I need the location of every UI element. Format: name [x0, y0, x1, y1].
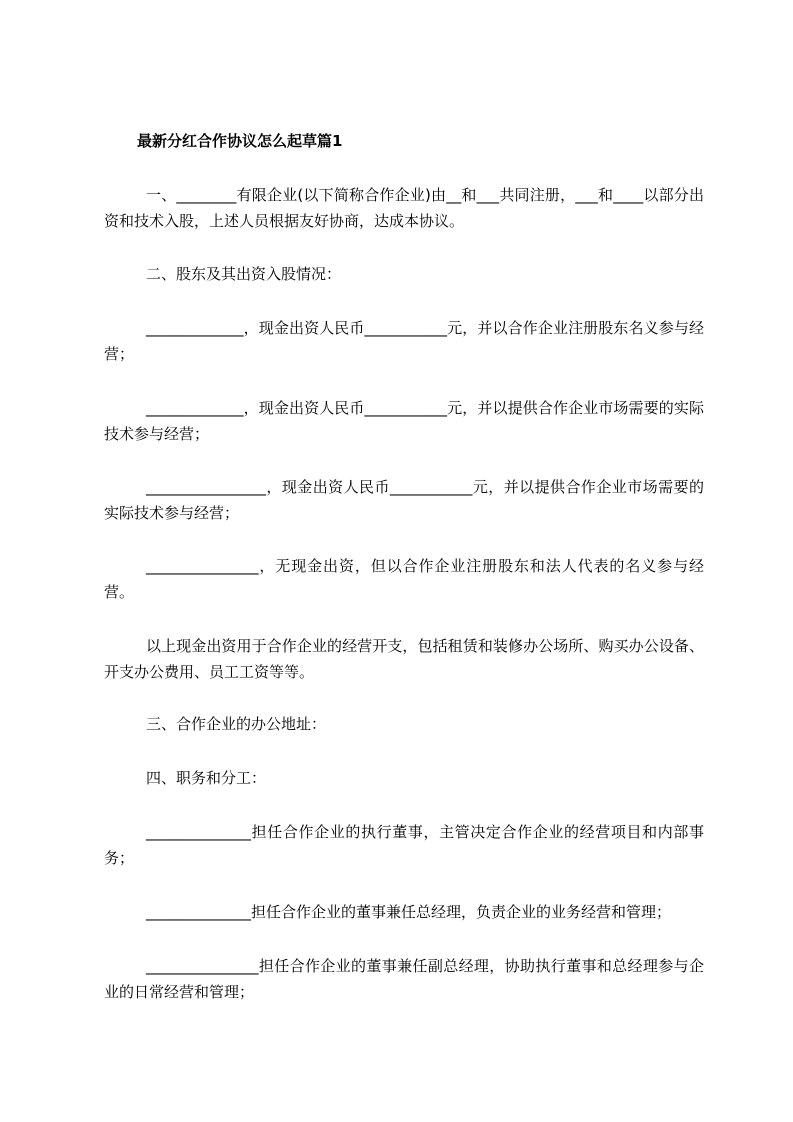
paragraph-deputy-general-manager: _______________担任合作企业的董事兼任副总经理，协助执行董事和总经理参与企业的日常经营和管理； [104, 957, 704, 1001]
paragraph-company-registration: 一、________有限企业(以下简称合作企业)由__和___共同注册，___和____以部分出资和技术入股，上述人员根据友好协商，达成本协议。 [104, 186, 704, 230]
paragraph-general-manager: ______________担任合作企业的董事兼任总经理，负责企业的业务经营和管理； [146, 903, 672, 921]
paragraph-shareholder-4: _______________，无现金出资，但以合作企业注册股东和法人代表的名义参与经营。 [104, 557, 704, 601]
paragraph-executive-director: ______________担任合作企业的执行董事，主管决定合作企业的经营项目和内部事务； [104, 823, 704, 867]
paragraph-shareholder-1: _____________，现金出资人民币___________元，并以合作企业注册股东名义参与经营； [104, 319, 704, 363]
paragraph-cash-usage: 以上现金出资用于合作企业的经营开支，包括租赁和装修办公场所、购买办公设备、开支办公费用、员工工资等等。 [104, 637, 704, 681]
paragraph-shareholders-heading: 二、股东及其出资入股情况： [146, 265, 342, 283]
paragraph-shareholder-2: _____________，现金出资人民币___________元，并以提供合作企业市场需要的实际技术参与经营； [104, 399, 704, 443]
paragraph-office-address-heading: 三、合作企业的办公地址： [146, 715, 327, 733]
paragraph-duties-heading: 四、职务和分工： [146, 769, 267, 787]
document-title: 最新分红合作协议怎么起草篇1 [137, 132, 343, 150]
paragraph-shareholder-3: ________________，现金出资人民币___________元，并以提供合作企业市场需要的实际技术参与经营； [104, 478, 704, 522]
